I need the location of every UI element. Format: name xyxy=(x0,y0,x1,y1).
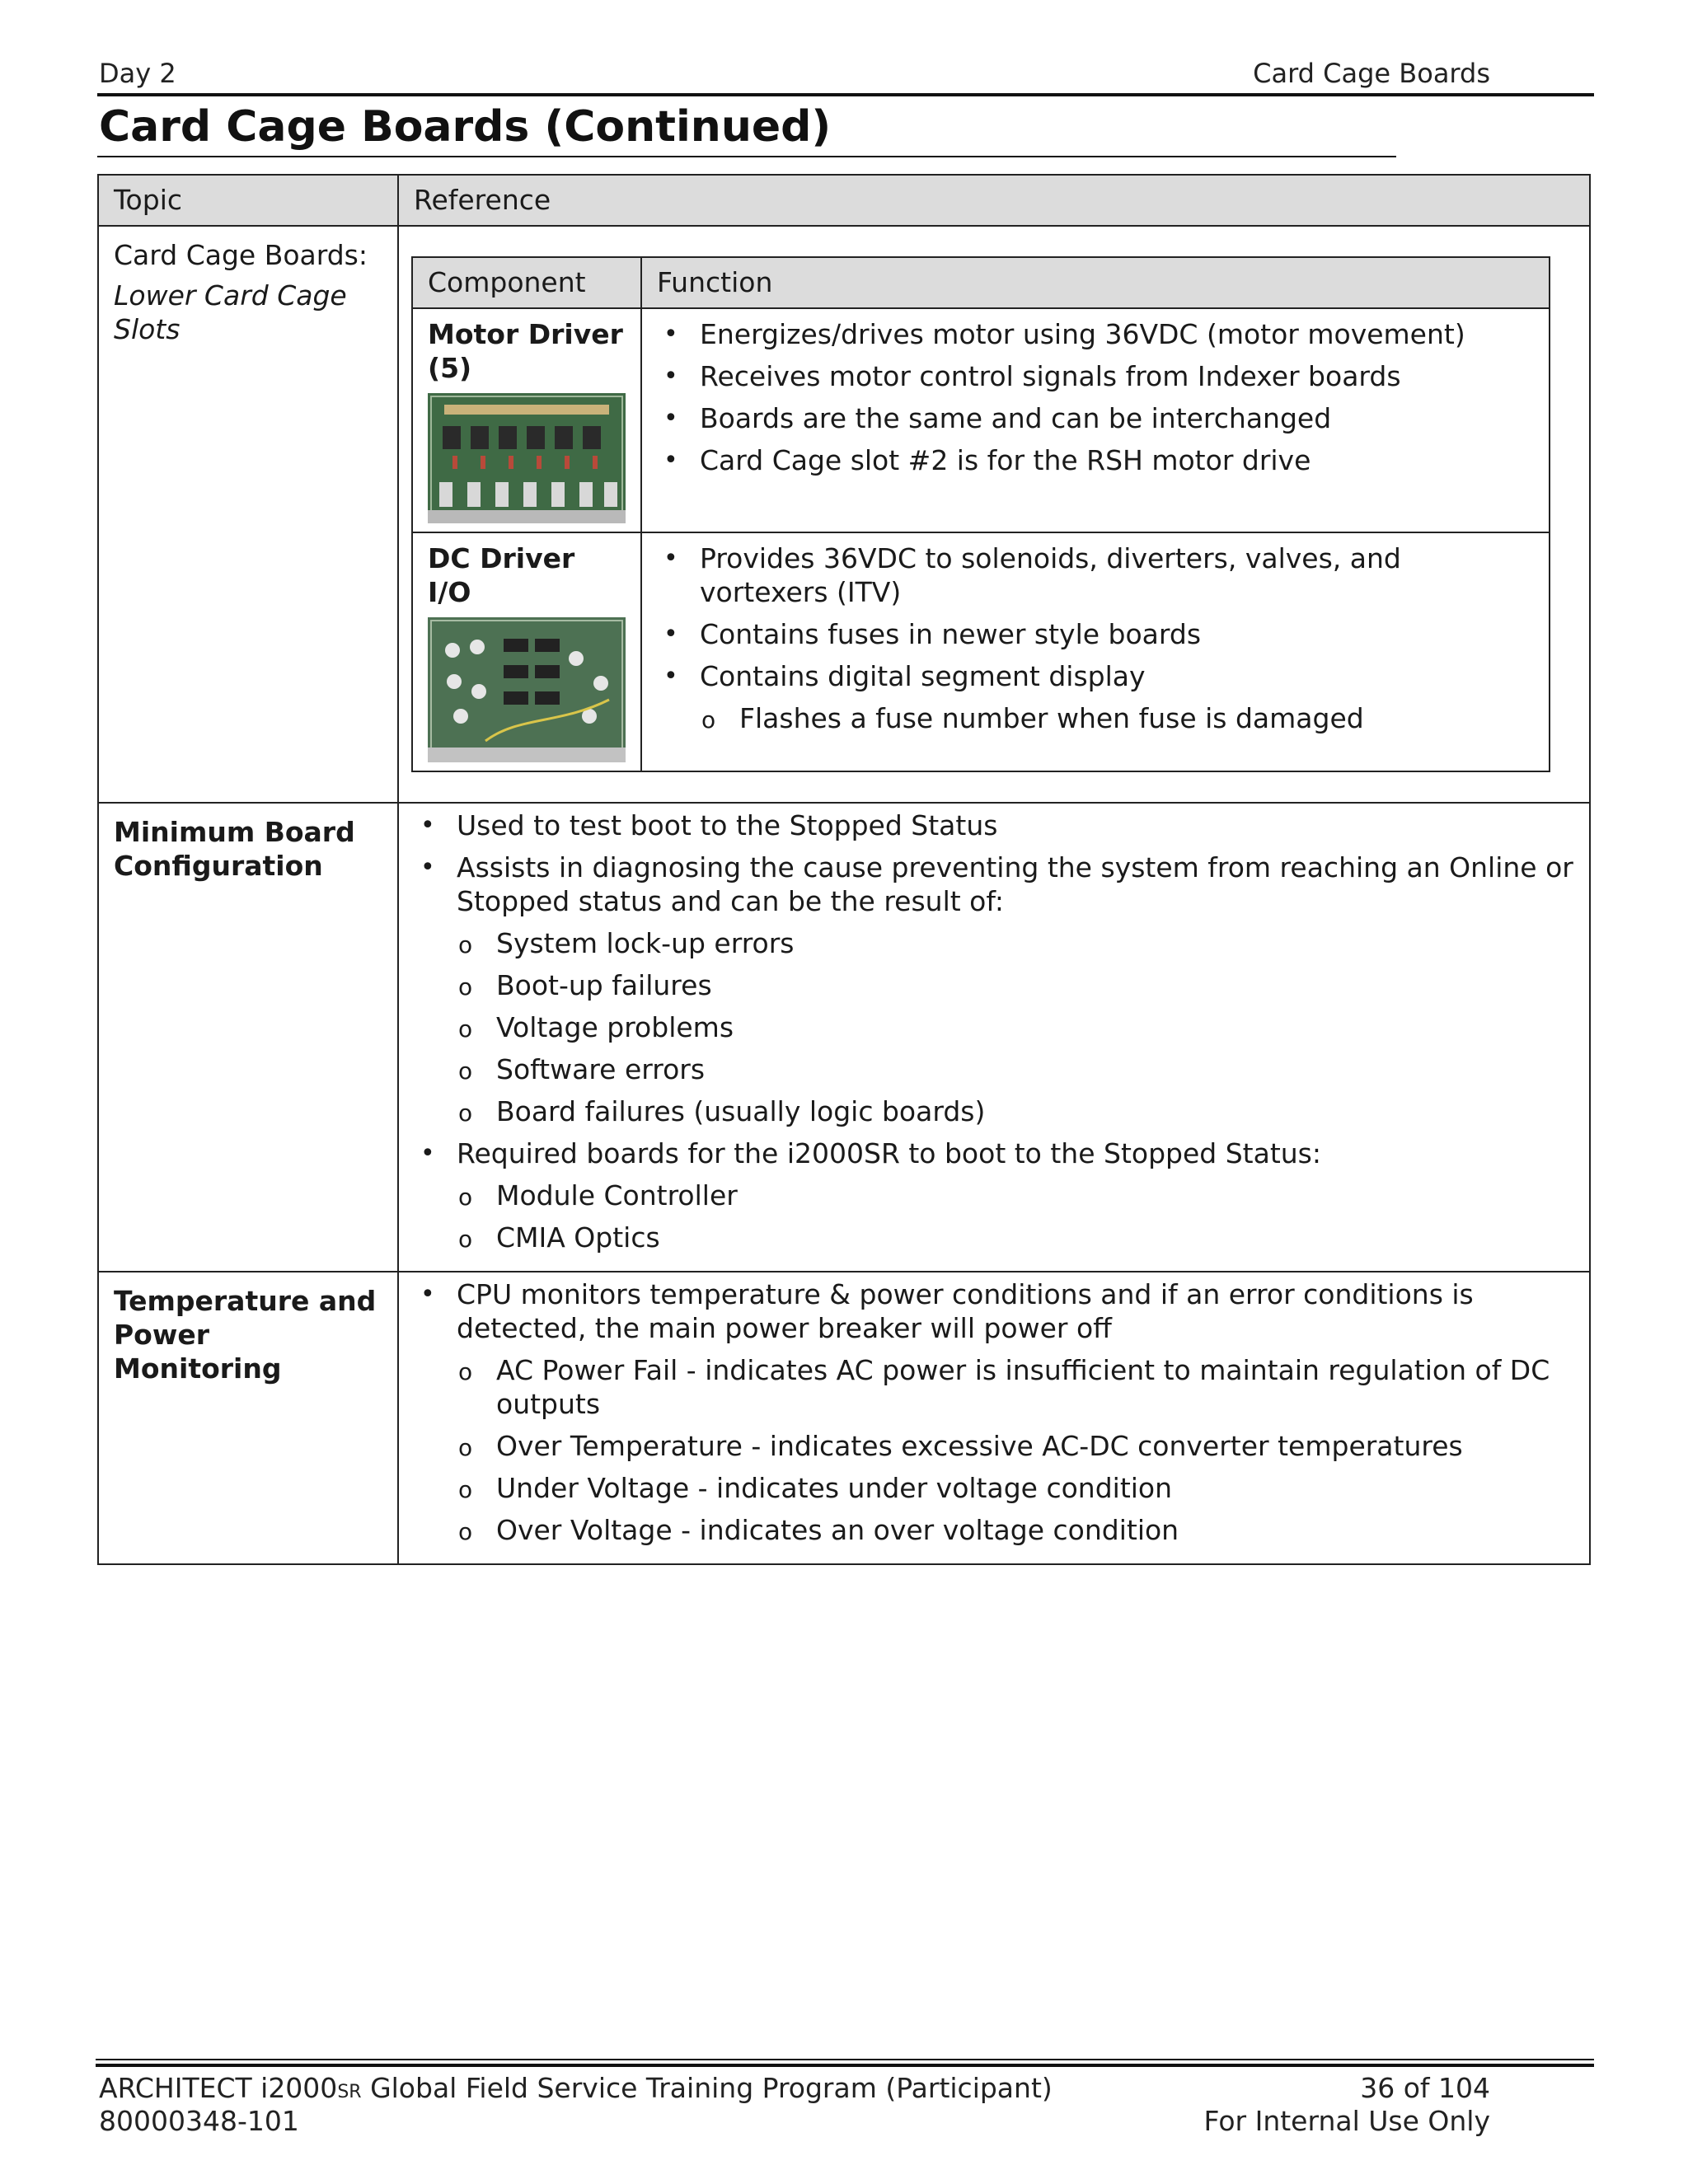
header-rule xyxy=(97,93,1594,96)
footer-notice: For Internal Use Only xyxy=(1203,2105,1490,2137)
footer-program-sr: SR xyxy=(337,2082,362,2102)
list-item: • Used to test boot to the Stopped Status xyxy=(414,808,1574,842)
sub-list-item: o Over Temperature - indicates excessive AC-DC converter temperatures xyxy=(457,1429,1574,1463)
component-header: Component xyxy=(412,257,641,308)
list-item: • Card Cage slot #2 is for the RSH motor drive xyxy=(657,443,1534,477)
list-item: • Provides 36VDC to solenoids, diverters, valves, and vortexers (ITV) xyxy=(657,541,1534,609)
topic-header: Topic xyxy=(98,175,398,226)
table-row xyxy=(412,532,1550,771)
table-row xyxy=(98,226,1590,803)
motor-driver-board-image xyxy=(428,393,626,523)
function-cell xyxy=(641,532,1550,771)
topic-cell xyxy=(98,226,398,803)
footer-rule xyxy=(96,2064,1594,2067)
title-rule xyxy=(97,156,1396,157)
sub-list-item: o Over Voltage - indicates an over voltage condition xyxy=(457,1513,1574,1547)
list-item xyxy=(414,1137,1574,1254)
reference-cell xyxy=(398,1272,1590,1564)
sub-list-item: o CMIA Optics xyxy=(457,1221,1574,1254)
footer-doc-number: 80000348-101 xyxy=(99,2105,299,2137)
list-item xyxy=(414,1277,1574,1547)
footer-page-number: 36 of 104 xyxy=(1360,2072,1490,2104)
sub-list-item: o Voltage problems xyxy=(457,1010,1574,1044)
sub-list-item: o Under Voltage - indicates under voltage condition xyxy=(457,1471,1574,1505)
topic-reference-table xyxy=(97,174,1591,1565)
sub-list-item: o Board failures (usually logic boards) xyxy=(457,1094,1574,1128)
list-item-text: Required boards for the i2000SR to boot to the Stopped Status: xyxy=(457,1137,1321,1169)
table-row xyxy=(98,803,1590,1272)
footer-program xyxy=(99,2072,1053,2104)
sub-list-item: o Flashes a fuse number when fuse is damaged xyxy=(700,701,1534,735)
function-cell xyxy=(641,308,1550,532)
reference-header: Reference xyxy=(398,175,1590,226)
list-item: • Receives motor control signals from Indexer boards xyxy=(657,359,1534,393)
list-item-text: CPU monitors temperature & power conditions and if an error conditions is detected, the main power breaker will power off xyxy=(457,1278,1474,1344)
footer-program-prefix: ARCHITECT i2000 xyxy=(99,2072,338,2104)
list-item: • Boards are the same and can be interchanged xyxy=(657,401,1534,435)
reference-cell xyxy=(398,226,1590,803)
list-item: • Energizes/drives motor using 36VDC (motor movement) xyxy=(657,317,1534,351)
topic-subtitle: Lower Card Cage Slots xyxy=(114,279,347,345)
sub-list-item: o Software errors xyxy=(457,1052,1574,1086)
list-item-text: Contains digital segment display xyxy=(700,660,1146,692)
component-name: Motor Driver (5) xyxy=(428,318,623,384)
list-item xyxy=(657,659,1534,735)
sub-list-item: o Module Controller xyxy=(457,1179,1574,1212)
list-item-text: Assists in diagnosing the cause preventing the system from reaching an Online or Stopped status and can be the result of: xyxy=(457,851,1573,917)
sub-list-item: o Boot-up failures xyxy=(457,968,1574,1002)
topic-cell: Temperature and Power Monitoring xyxy=(98,1272,398,1564)
sub-list-item: o System lock-up errors xyxy=(457,926,1574,960)
dc-driver-board-image xyxy=(428,617,626,762)
list-item: • Contains fuses in newer style boards xyxy=(657,617,1534,651)
component-name: DC Driver I/O xyxy=(428,542,575,608)
table-row xyxy=(98,1272,1590,1564)
topic-title: Card Cage Boards: xyxy=(114,239,368,271)
sub-list-item: o AC Power Fail - indicates AC power is insufficient to maintain regulation of DC outputs xyxy=(457,1353,1574,1421)
component-cell xyxy=(412,532,641,771)
footer-rule xyxy=(96,2059,1594,2060)
function-header: Function xyxy=(641,257,1550,308)
component-table xyxy=(411,256,1550,772)
topic-cell: Minimum Board Configuration xyxy=(98,803,398,1272)
table-row xyxy=(412,308,1550,532)
list-item xyxy=(414,851,1574,1128)
component-cell xyxy=(412,308,641,532)
reference-cell xyxy=(398,803,1590,1272)
header-section: Card Cage Boards xyxy=(1253,58,1490,89)
header-day: Day 2 xyxy=(99,58,176,89)
footer-program-suffix: Global Field Service Training Program (Participant) xyxy=(361,2072,1053,2104)
page-title: Card Cage Boards (Continued) xyxy=(99,102,832,152)
